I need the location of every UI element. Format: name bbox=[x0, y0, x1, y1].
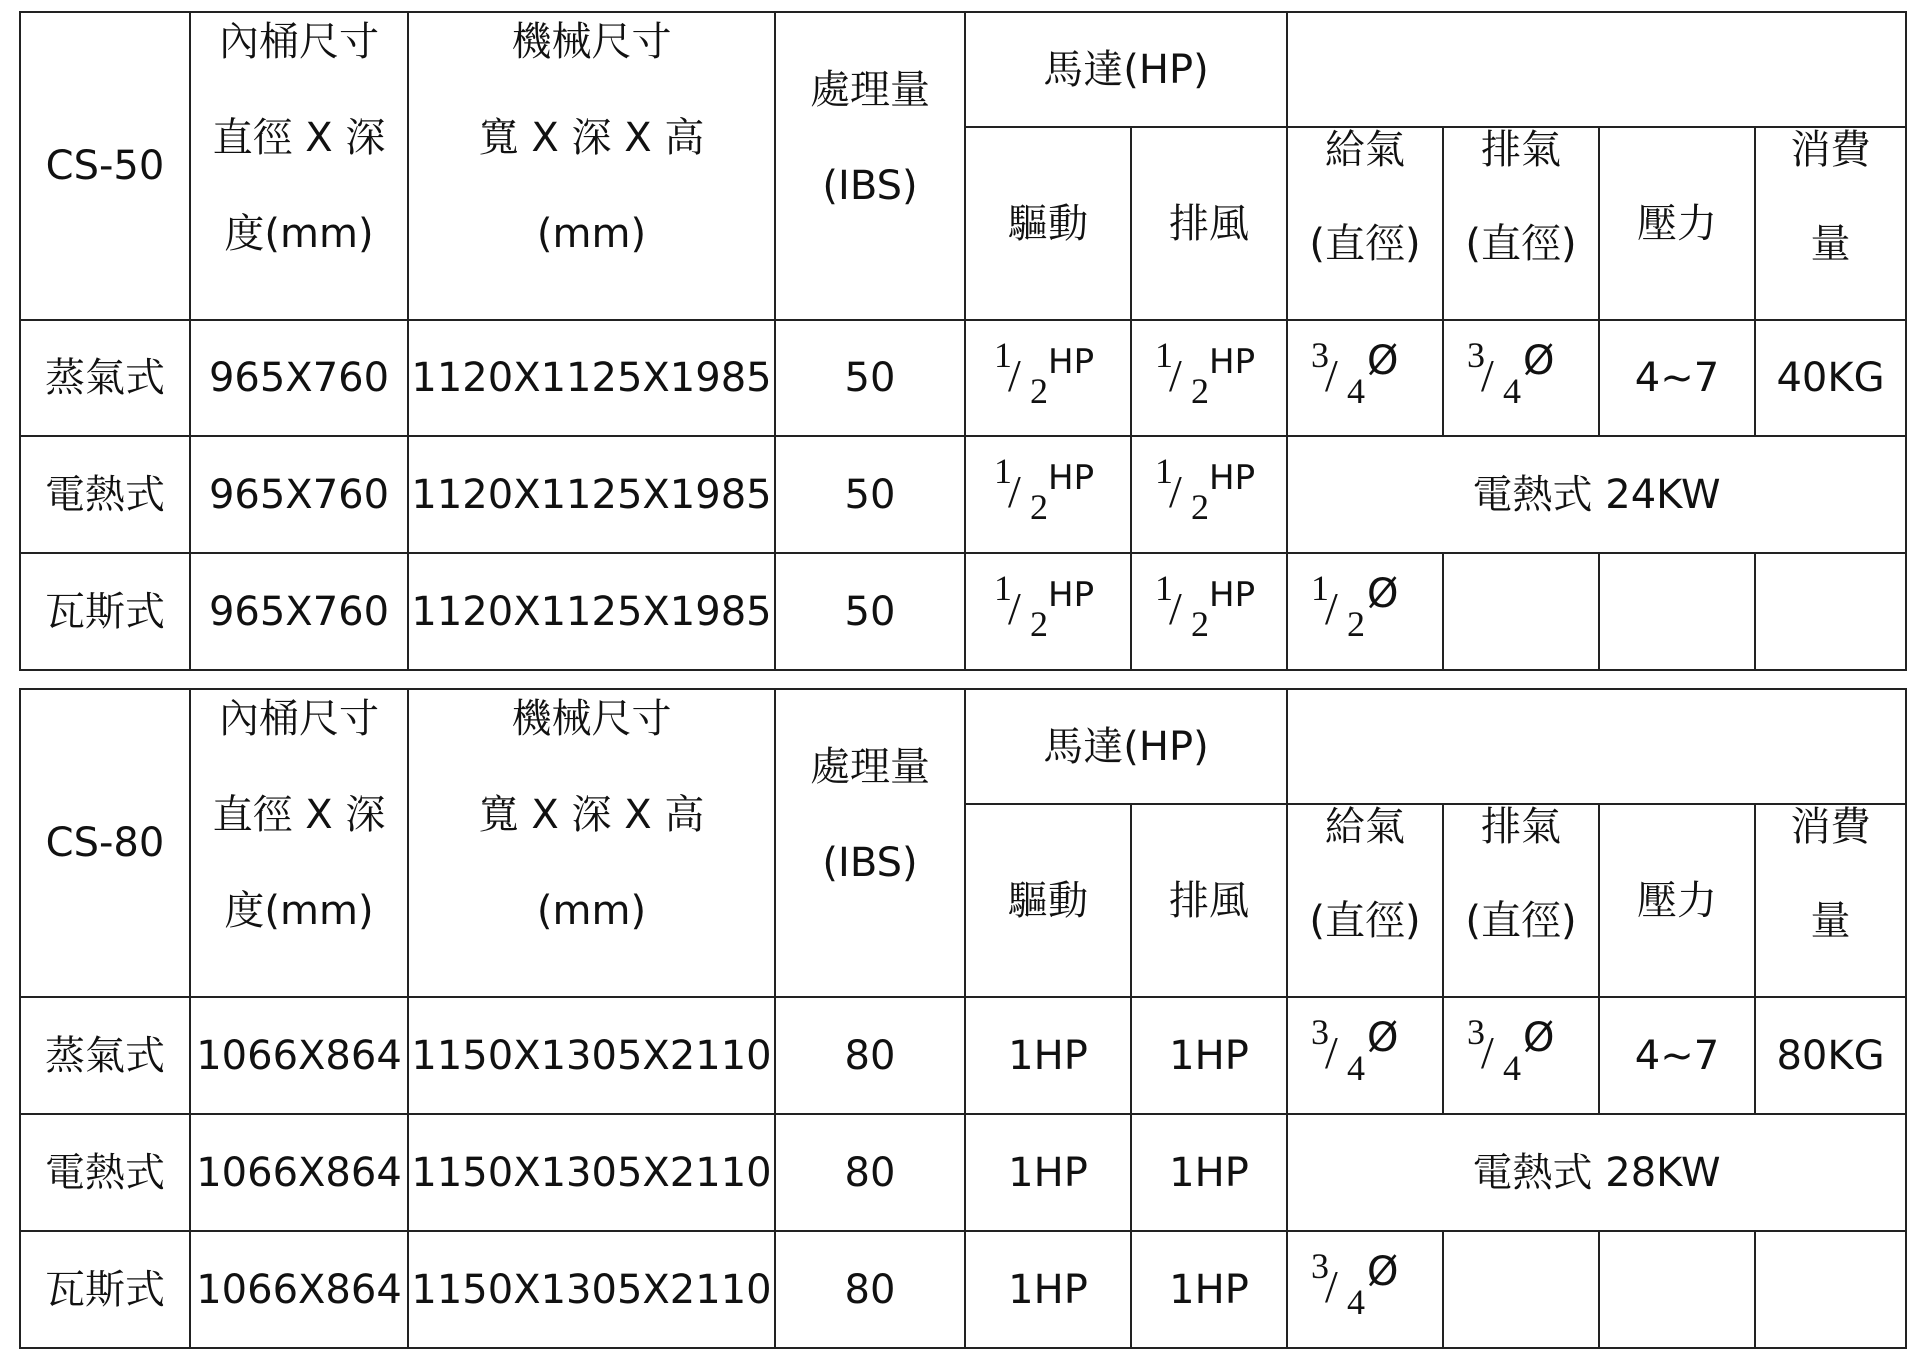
fraction-value: 3 / 4 Ø bbox=[1311, 1246, 1399, 1322]
header-exhaust-fan: 排風 bbox=[1131, 127, 1287, 320]
capacity-cell: 50 bbox=[775, 320, 965, 436]
machine-size-cell: 1120X1125X1985 bbox=[408, 320, 775, 436]
header-machine-size: 機械尺寸 寬 X 深 X 高 (mm) bbox=[408, 689, 775, 997]
fan-cell bbox=[1131, 320, 1287, 436]
drum-size-cell: 1066X864 bbox=[190, 1231, 408, 1348]
header-inner-drum: 內桶尺寸 直徑 X 深 度(mm) bbox=[190, 689, 408, 997]
machine-size-cell: 1120X1125X1985 bbox=[408, 436, 775, 553]
header-drive: 驅動 bbox=[965, 127, 1131, 320]
machine-size-cell: 1150X1305X2110 bbox=[408, 1231, 775, 1348]
header-inner-drum: 內桶尺寸 直徑 X 深 度(mm) bbox=[190, 12, 408, 320]
fraction-value: 1 / 2 HP bbox=[1155, 451, 1256, 527]
header-machine-size: 機械尺寸 寬 X 深 X 高 (mm) bbox=[408, 12, 775, 320]
table-row bbox=[20, 1231, 1906, 1348]
drive-cell bbox=[965, 320, 1131, 436]
drum-size-cell: 1066X864 bbox=[190, 997, 408, 1114]
type-cell: 電熱式 bbox=[20, 1114, 190, 1231]
spec-table-cs50 bbox=[19, 11, 1907, 671]
consumption-cell: 80KG bbox=[1755, 997, 1906, 1114]
header-drive: 驅動 bbox=[965, 804, 1131, 997]
electric-power-cell: 電熱式 24KW bbox=[1287, 436, 1906, 553]
fraction-value: 3 / 4 Ø bbox=[1311, 1012, 1399, 1088]
header-motor: 馬達(HP) bbox=[965, 12, 1287, 127]
fan-cell: 1HP bbox=[1131, 1114, 1287, 1231]
table-row bbox=[20, 320, 1906, 436]
model-name: CS-80 bbox=[20, 689, 190, 997]
supply-cell bbox=[1287, 320, 1443, 436]
header-outlet: 排氣 (直徑) bbox=[1443, 127, 1599, 320]
table-row bbox=[20, 1114, 1906, 1231]
drum-size-cell: 965X760 bbox=[190, 320, 408, 436]
type-cell: 蒸氣式 bbox=[20, 320, 190, 436]
fraction-value: 3 / 4 Ø bbox=[1311, 334, 1399, 411]
header-capacity: 處理量 (IBS) bbox=[775, 689, 965, 997]
capacity-cell: 80 bbox=[775, 997, 965, 1114]
fraction-value: 1 / 2 Ø bbox=[1311, 568, 1399, 644]
supply-cell bbox=[1287, 1231, 1443, 1348]
empty-cell bbox=[1599, 1231, 1755, 1348]
header-pressure: 壓力 bbox=[1599, 804, 1755, 997]
spec-table-cs80 bbox=[19, 688, 1907, 1349]
capacity-cell: 50 bbox=[775, 436, 965, 553]
fraction-value: 3 / 4 Ø bbox=[1467, 1012, 1555, 1088]
drive-cell bbox=[965, 553, 1131, 670]
header-consumption: 消費 量 bbox=[1755, 804, 1906, 997]
drive-cell: 1HP bbox=[965, 997, 1131, 1114]
header-supply: 給氣 (直徑) bbox=[1287, 804, 1443, 997]
fraction-value: 3 / 4 Ø bbox=[1467, 334, 1555, 411]
header-pressure: 壓力 bbox=[1599, 127, 1755, 320]
machine-size-cell: 1120X1125X1985 bbox=[408, 553, 775, 670]
electric-power-cell: 電熱式 28KW bbox=[1287, 1114, 1906, 1231]
table-row bbox=[20, 436, 1906, 553]
table-row bbox=[20, 553, 1906, 670]
type-cell: 瓦斯式 bbox=[20, 553, 190, 670]
fraction-value: 1 / 2 HP bbox=[994, 568, 1095, 644]
fan-cell: 1HP bbox=[1131, 997, 1287, 1114]
drive-cell: 1HP bbox=[965, 1114, 1131, 1231]
drum-size-cell: 965X760 bbox=[190, 436, 408, 553]
empty-cell bbox=[1599, 553, 1755, 670]
drum-size-cell: 965X760 bbox=[190, 553, 408, 670]
outlet-cell bbox=[1443, 320, 1599, 436]
capacity-cell: 50 bbox=[775, 553, 965, 670]
outlet-cell bbox=[1443, 997, 1599, 1114]
header-blank bbox=[1287, 12, 1906, 127]
empty-cell bbox=[1443, 553, 1599, 670]
header-motor: 馬達(HP) bbox=[965, 689, 1287, 804]
header-blank bbox=[1287, 689, 1906, 804]
fraction-value: 1 / 2 HP bbox=[1155, 568, 1256, 644]
pressure-cell: 4~7 bbox=[1599, 320, 1755, 436]
header-consumption: 消費 量 bbox=[1755, 127, 1906, 320]
drive-cell: 1HP bbox=[965, 1231, 1131, 1348]
model-name: CS-50 bbox=[20, 12, 190, 320]
fan-cell bbox=[1131, 553, 1287, 670]
fan-cell: 1HP bbox=[1131, 1231, 1287, 1348]
fan-cell bbox=[1131, 436, 1287, 553]
fraction-value: 1 / 2 HP bbox=[994, 451, 1095, 527]
pressure-cell: 4~7 bbox=[1599, 997, 1755, 1114]
fraction-value: 1 / 2 HP bbox=[1155, 334, 1256, 411]
header-outlet: 排氣 (直徑) bbox=[1443, 804, 1599, 997]
supply-cell bbox=[1287, 997, 1443, 1114]
header-exhaust-fan: 排風 bbox=[1131, 804, 1287, 997]
empty-cell bbox=[1443, 1231, 1599, 1348]
empty-cell bbox=[1755, 553, 1906, 670]
drum-size-cell: 1066X864 bbox=[190, 1114, 408, 1231]
capacity-cell: 80 bbox=[775, 1231, 965, 1348]
machine-size-cell: 1150X1305X2110 bbox=[408, 1114, 775, 1231]
type-cell: 蒸氣式 bbox=[20, 997, 190, 1114]
drive-cell bbox=[965, 436, 1131, 553]
supply-cell bbox=[1287, 553, 1443, 670]
machine-size-cell: 1150X1305X2110 bbox=[408, 997, 775, 1114]
header-supply: 給氣 (直徑) bbox=[1287, 127, 1443, 320]
capacity-cell: 80 bbox=[775, 1114, 965, 1231]
type-cell: 電熱式 bbox=[20, 436, 190, 553]
header-capacity: 處理量 (IBS) bbox=[775, 12, 965, 320]
empty-cell bbox=[1755, 1231, 1906, 1348]
table-row bbox=[20, 997, 1906, 1114]
fraction-value: 1 / 2 HP bbox=[994, 334, 1095, 411]
consumption-cell: 40KG bbox=[1755, 320, 1906, 436]
type-cell: 瓦斯式 bbox=[20, 1231, 190, 1348]
